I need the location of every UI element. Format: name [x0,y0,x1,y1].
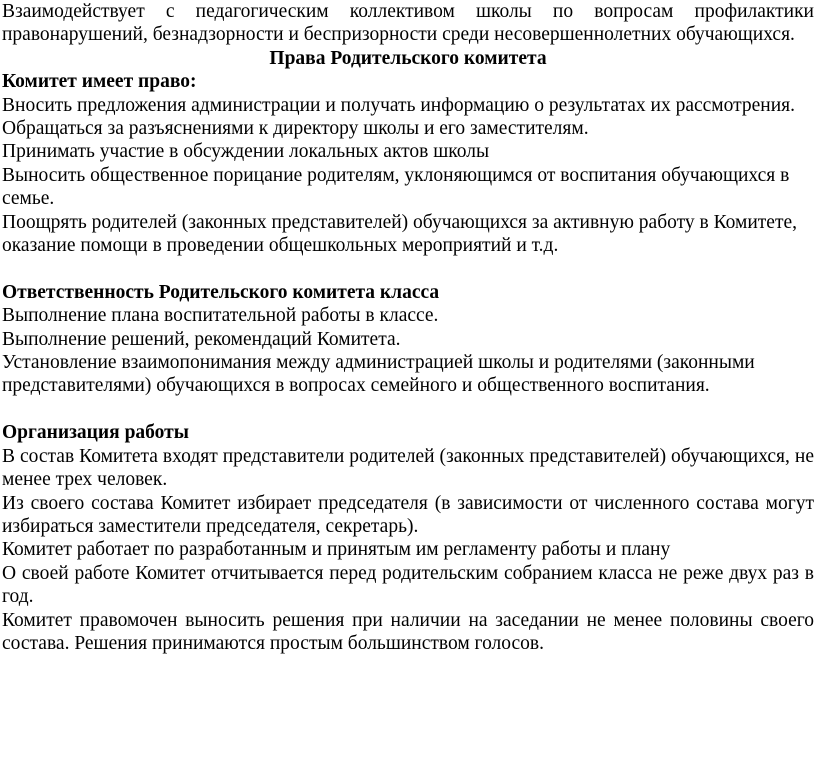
organization-item: Из своего состава Комитет избирает председателя (в зависимости от численного состава могут избираться заместители председателя, секретарь). [2,492,814,537]
document-page [2,0,814,655]
paragraph-spacer [2,257,814,280]
paragraph-spacer [2,398,814,421]
rights-item: Принимать участие в обсуждении локальных актов школы [2,141,490,163]
responsibility-heading: Ответственность Родительского комитета класса [2,281,440,303]
organization-item: В состав Комитета входят представители родителей (законных представителей) обучающихся, не менее трех человек. [2,445,814,491]
responsibility-item: Выполнение плана воспитательной работы в классе. [2,305,439,327]
rights-item: Обращаться за разъяснениями к директору школы и его заместителям. [2,118,589,140]
rights-item: Вносить предложения администрации и получать информацию о результатах их рассмотрения. [2,94,795,116]
organization-heading: Организация работы [2,422,189,444]
intro-paragraph: Взаимодействует с педагогическим коллективом школы по вопросам профилактики правонарушений, безнадзорности и беспризорности среди несовершеннолетних обучающихся. [2,1,814,46]
organization-item: О своей работе Комитет отчитывается перед родительским собранием класса не реже двух раз в год. [2,562,814,608]
rights-title: Права Родительского комитета [269,47,547,69]
rights-heading: Комитет имеет право: [2,71,197,93]
organization-item: Комитет правомочен выносить решения при наличии на заседании не менее половины своего состава. Решения принимаются простым большинством голосов. [2,609,814,654]
rights-item: Поощрять родителей (законных представителей) обучающихся за активную работу в Комитете, оказание помощи в проведении общешкольных мероприятий и т.д. [2,211,797,257]
rights-item: Выносить общественное порицание родителям, уклоняющимся от воспитания обучающихся в семье. [2,164,790,210]
responsibility-item: Выполнение решений, рекомендаций Комитета. [2,328,401,350]
organization-item: Комитет работает по разработанным и принятым им регламенту работы и плану [2,539,671,561]
responsibility-item: Установление взаимопонимания между администрацией школы и родителями (законными представителями) обучающихся в вопросах семейного и общественного воспитания. [2,352,755,397]
